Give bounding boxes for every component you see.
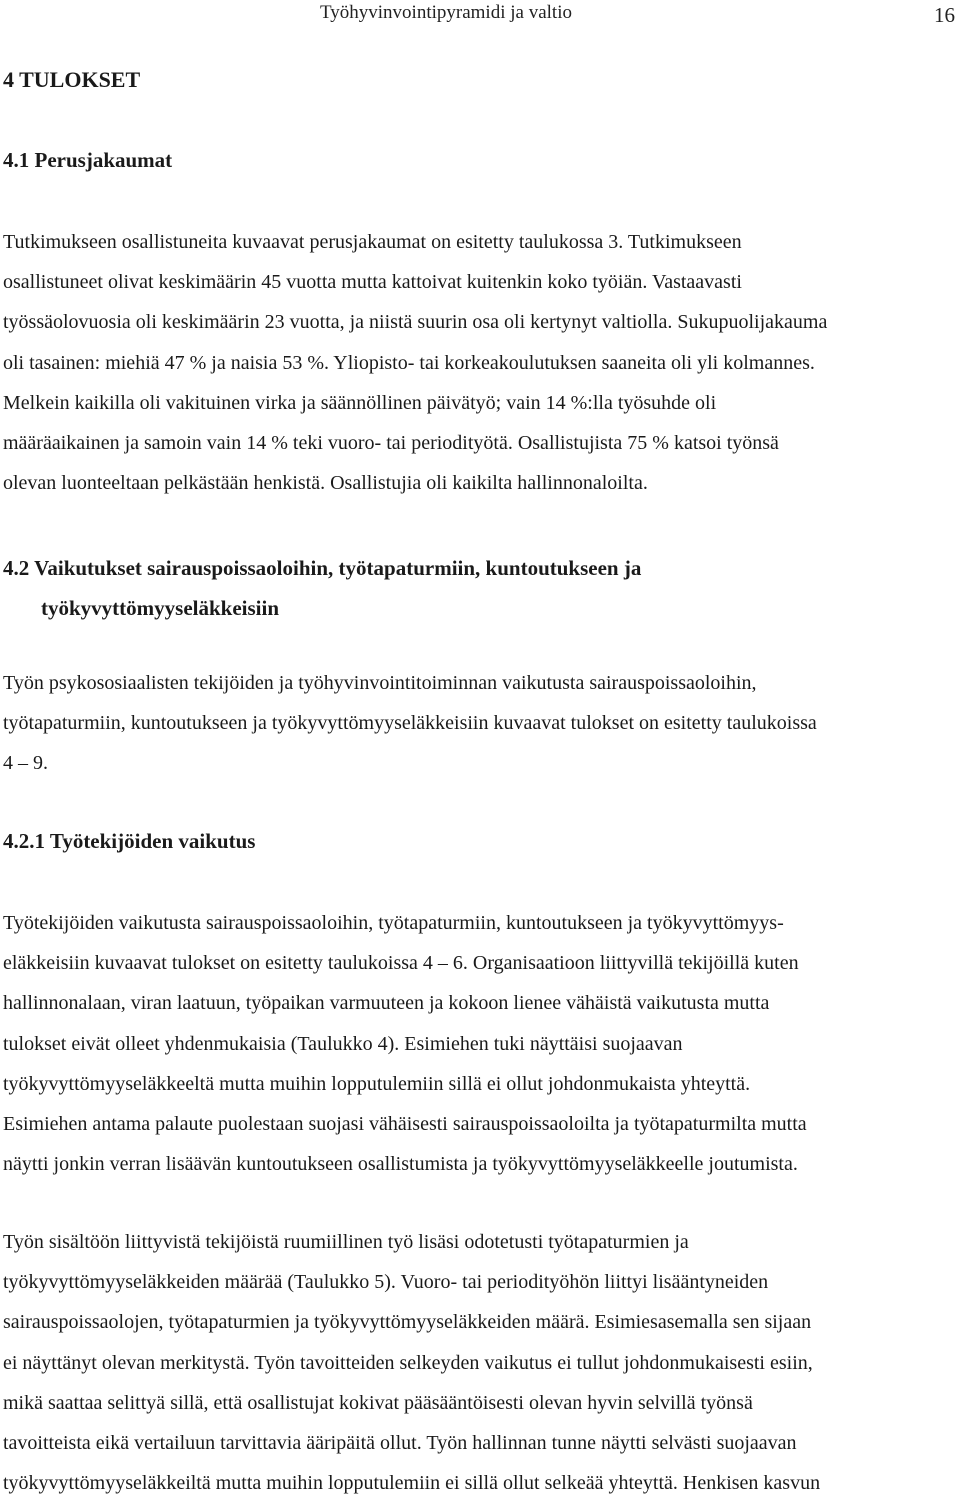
paragraph-line: mikä saattaa selittyä sillä, että osallistujat kokivat pääsääntöisesti olevan hyvin selvillä työnsä: [3, 1391, 753, 1414]
paragraph-line: olevan luonteeltaan pelkästään henkistä. Osallistujia oli kaikilta hallinnonaloilta.: [3, 472, 648, 495]
effects-heading-line: 4.2 Vaikutukset sairauspoissaoloihin, työtapaturmiin, kuntoutukseen ja: [3, 556, 642, 580]
paragraph-line: Työn sisältöön liittyvistä tekijöistä ruumiillinen työ lisäsi odotetusti työtapaturmien ja: [3, 1231, 689, 1253]
paragraph-line: Työn psykososiaalisten tekijöiden ja työhyvinvointitoiminnan vaikutusta sairauspoissaoloihin,: [3, 672, 757, 694]
worker-effect-heading: 4.2.1 Työtekijöiden vaikutus: [3, 829, 256, 853]
paragraph-line: Esimiehen antama palaute puolestaan suojasi vähäisesti sairauspoissaoloilta ja työtapaturmilta mutta: [3, 1113, 807, 1136]
paragraph-line: työkyvyttömyyseläkkeeltä mutta muihin lopputulemiin sillä ei ollut johdonmukaista yhteyttä.: [3, 1072, 751, 1095]
page-header: [0, 0, 960, 28]
paragraph-line: ei näyttänyt olevan merkitystä. Työn tavoitteiden selkeyden vaikutus ei tullut johdonmukaisesti esiin,: [3, 1351, 813, 1374]
running-title: Työhyvinvointipyramidi ja valtio: [320, 2, 572, 23]
effects-paragraph: [3, 663, 958, 784]
paragraph-line: osallistuneet olivat keskimäärin 45 vuotta mutta kattoivat kuitenkin koko työiän. Vastaavasti: [3, 271, 742, 294]
paragraph-line: näytti jonkin verran lisäävän kuntoutukseen osallistumista ja työkyvyttömyyseläkkeelle joutumista.: [3, 1153, 798, 1176]
results-heading: 4 TULOKSET: [3, 67, 141, 92]
effects-heading-line: työkyvyttömyyseläkkeisiin: [41, 596, 280, 620]
paragraph-line: 4 – 9.: [3, 752, 48, 775]
paragraph-line: oli tasainen: miehiä 47 % ja naisia 53 %. Yliopisto- tai korkeakoulutuksen saaneita oli yli kolmannes.: [3, 351, 815, 374]
paragraph-line: määräaikainen ja samoin vain 14 % teki vuoro- tai periodityötä. Osallistujista 75 % katsoi työnsä: [3, 432, 779, 455]
effects-heading: [3, 548, 943, 628]
worker-effect-paragraph: [3, 903, 958, 1184]
paragraph-line: eläkkeisiin kuvaavat tulokset on esitetty taulukoissa 4 – 6. Organisaatioon liittyvillä tekijöillä kuten: [3, 952, 799, 975]
work-content-paragraph: [3, 1222, 958, 1503]
paragraph-line: sairauspoissaolojen, työtapaturmien ja työkyvyttömyyseläkkeiden määrä. Esimiesasemalla sen sijaan: [3, 1311, 812, 1334]
basic-distributions-paragraph: [3, 222, 958, 503]
paragraph-line: Tutkimukseen osallistuneita kuvaavat perusjakaumat on esitetty taulukossa 3. Tutkimukseen: [3, 231, 742, 253]
paragraph-line: työtapaturmiin, kuntoutukseen ja työkyvyttömyyseläkkeisiin kuvaavat tulokset on esitetty taulukoissa: [3, 712, 817, 735]
paragraph-line: Melkein kaikilla oli vakituinen virka ja säännöllinen päivätyö; vain 14 %:lla työsuhde oli: [3, 391, 717, 414]
paragraph-line: Työtekijöiden vaikutusta sairauspoissaoloihin, työtapaturmiin, kuntoutukseen ja työkyvyttömyys-: [3, 912, 784, 934]
basic-distributions-heading: 4.1 Perusjakaumat: [3, 148, 173, 172]
paragraph-line: tavoitteista eikä vertailuun tarvittavia ääripäitä ollut. Työn hallinnan tunne näytti selvästi suojaavan: [3, 1432, 797, 1455]
paragraph-line: hallinnonalaan, viran laatuun, työpaikan varmuuteen ja kokoon lienee vähäistä vaikutusta mutta: [3, 992, 770, 1015]
paragraph-line: tulokset eivät olleet yhdenmukaisia (Taulukko 4). Esimiehen tuki näyttäisi suojaavan: [3, 1032, 683, 1055]
paragraph-line: työssäolovuosia oli keskimäärin 23 vuotta, ja niistä suurin osa oli kertynyt valtiolla. Sukupuolijakauma: [3, 311, 828, 334]
paragraph-line: työkyvyttömyyseläkkeiltä mutta muihin lopputulemiin ei sillä ollut selkeää yhteyttä. Henkisen kasvun: [3, 1472, 821, 1495]
page-number: 16: [934, 3, 955, 27]
paragraph-line: työkyvyttömyyseläkkeiden määrää (Taulukko 5). Vuoro- tai periodityöhön liittyi lisääntyneiden: [3, 1271, 769, 1294]
